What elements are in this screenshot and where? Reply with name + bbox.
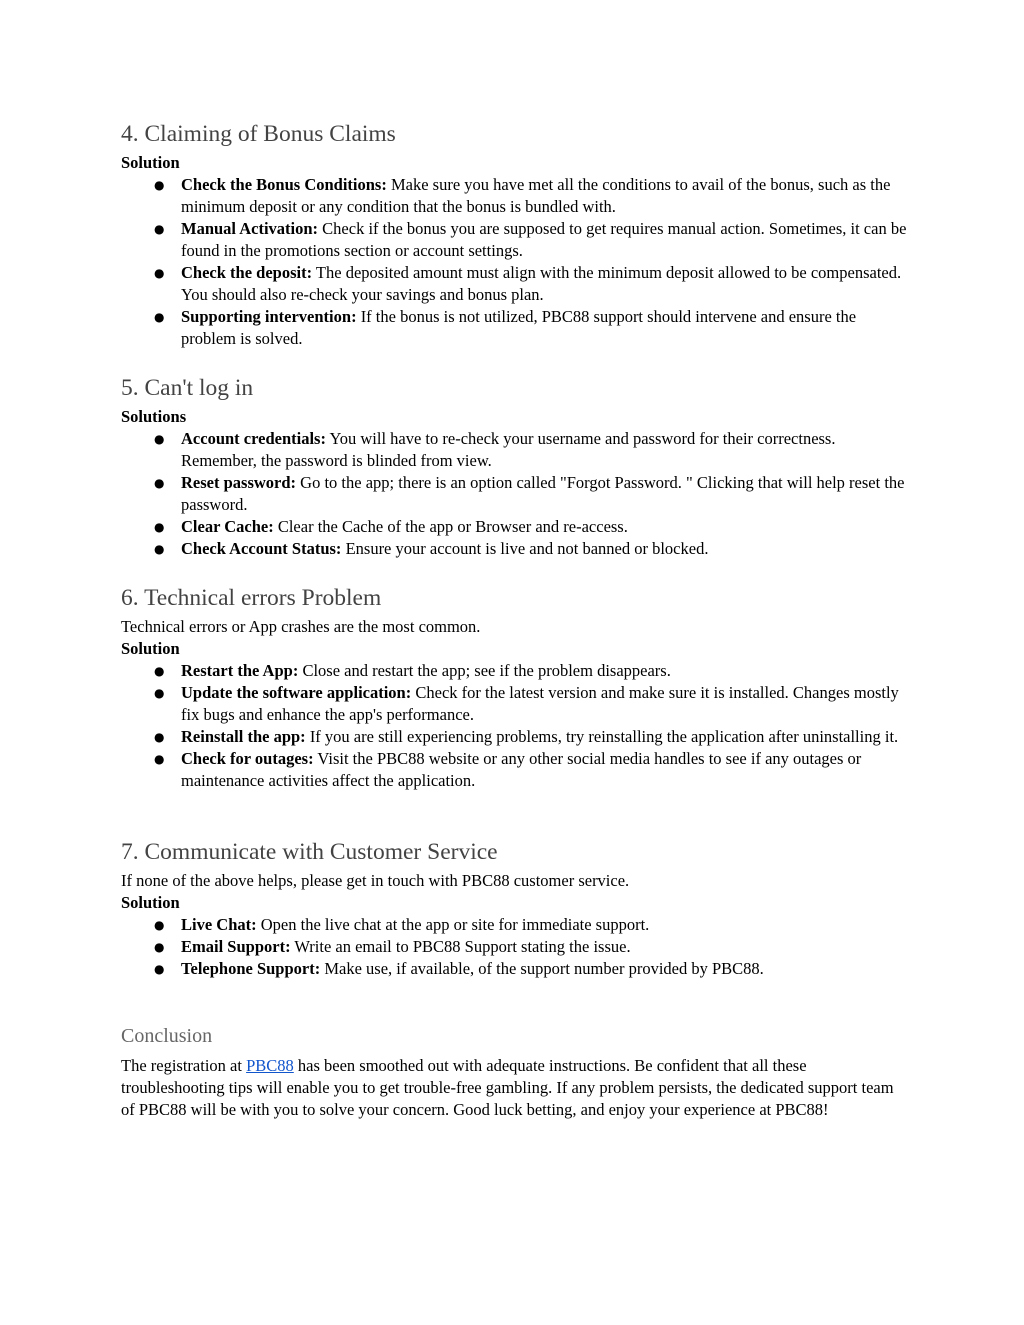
bullet-icon: ● xyxy=(154,962,165,976)
bullet-icon: ● xyxy=(154,686,165,700)
bullet-icon: ● xyxy=(154,542,165,556)
solutions-label: Solutions xyxy=(121,407,187,426)
bullet-icon: ● xyxy=(154,940,165,954)
bullet-icon: ● xyxy=(154,432,165,446)
item-title: Account credentials: xyxy=(181,429,326,448)
item-text: If you are still experiencing problems, try reinstalling the application after uninstalling it. xyxy=(305,727,899,746)
bullet-icon: ● xyxy=(154,266,165,280)
conclusion-text-after: has been smoothed out with adequate instructions. Be confident that all these troubleshooting tips will enable you to get trouble-free gambling. If any problem persists, the dedicated support team of PBC88 will be with you to solve your concern. Good luck betting, and enjoy your experience at PBC88! xyxy=(121,1056,894,1119)
item-text: Visit the PBC88 website or any other social media handles to see if any outages or maintenance activities affect the application. xyxy=(181,749,862,790)
bullet-icon: ● xyxy=(154,752,165,766)
spacer xyxy=(121,560,911,580)
item-title: Check the deposit: xyxy=(181,263,313,282)
section-intro: Technical errors or App crashes are the most common. xyxy=(121,617,481,636)
solution-label: Solution xyxy=(121,153,180,172)
item-title: Check for outages: xyxy=(181,749,314,768)
section-conclusion xyxy=(121,1021,911,1121)
section-technical-errors xyxy=(121,580,911,792)
list-item xyxy=(121,682,911,726)
bullet-icon: ● xyxy=(154,664,165,678)
item-text: Check for the latest version and make sure it is installed. Changes mostly fix bugs and enhance the app's performance. xyxy=(181,683,899,724)
bullet-icon: ● xyxy=(154,310,165,324)
solution-list xyxy=(121,174,911,350)
item-text: Clear the Cache of the app or Browser and re-access. xyxy=(273,517,628,536)
section-cant-log-in xyxy=(121,370,911,560)
item-title: Restart the App: xyxy=(181,661,299,680)
item-title: Check the Bonus Conditions: xyxy=(181,175,387,194)
spacer xyxy=(121,792,911,834)
bullet-icon: ● xyxy=(154,520,165,534)
solution-label: Solution xyxy=(121,639,180,658)
section-heading: 7. Communicate with Customer Service xyxy=(121,839,498,865)
item-title: Clear Cache: xyxy=(181,517,274,536)
list-item xyxy=(121,958,911,980)
item-title: Telephone Support: xyxy=(181,959,321,978)
item-text: Close and restart the app; see if the problem disappears. xyxy=(298,661,671,680)
solution-list xyxy=(121,660,911,792)
list-item xyxy=(121,726,911,748)
item-title: Manual Activation: xyxy=(181,219,319,238)
bullet-icon: ● xyxy=(154,222,165,236)
list-item xyxy=(121,262,911,306)
item-text: The deposited amount must align with the minimum deposit allowed to be compensated. You should also re-check your savings and bonus plan. xyxy=(181,263,902,304)
solution-list xyxy=(121,428,911,560)
item-text: Make use, if available, of the support number provided by PBC88. xyxy=(320,959,764,978)
item-title: Update the software application: xyxy=(181,683,412,702)
item-title: Email Support: xyxy=(181,937,291,956)
item-text: You will have to re-check your username and password for their correctness. Remember, the password is blinded from view. xyxy=(181,429,836,470)
document-page xyxy=(121,116,911,1121)
section-bonus-claims xyxy=(121,116,911,350)
bullet-icon: ● xyxy=(154,476,165,490)
list-item xyxy=(121,174,911,218)
list-item xyxy=(121,218,911,262)
list-item xyxy=(121,936,911,958)
item-title: Supporting intervention: xyxy=(181,307,357,326)
list-item xyxy=(121,472,911,516)
spacer xyxy=(121,980,911,1021)
section-customer-service xyxy=(121,834,911,980)
list-item xyxy=(121,306,911,350)
list-item xyxy=(121,748,911,792)
list-item xyxy=(121,428,911,472)
list-item xyxy=(121,660,911,682)
conclusion-paragraph xyxy=(121,1055,911,1121)
pbc88-link[interactable]: PBC88 xyxy=(246,1056,294,1075)
item-title: Reinstall the app: xyxy=(181,727,306,746)
solution-label: Solution xyxy=(121,893,180,912)
conclusion-heading: Conclusion xyxy=(121,1025,213,1047)
item-title: Reset password: xyxy=(181,473,297,492)
bullet-icon: ● xyxy=(154,730,165,744)
item-text: Ensure your account is live and not banned or blocked. xyxy=(341,539,709,558)
list-item xyxy=(121,538,911,560)
item-text: Write an email to PBC88 Support stating the issue. xyxy=(290,937,631,956)
list-item xyxy=(121,516,911,538)
spacer xyxy=(121,350,911,370)
solution-list xyxy=(121,914,911,980)
item-text: Check if the bonus you are supposed to get requires manual action. Sometimes, it can be found in the promotions section or account settings. xyxy=(181,219,907,260)
section-heading: 6. Technical errors Problem xyxy=(121,585,382,611)
item-title: Live Chat: xyxy=(181,915,257,934)
section-heading: 5. Can't log in xyxy=(121,375,254,401)
item-text: Make sure you have met all the conditions to avail of the bonus, such as the minimum deposit or any condition that the bonus is bundled with. xyxy=(181,175,891,216)
item-title: Check Account Status: xyxy=(181,539,342,558)
section-intro: If none of the above helps, please get in touch with PBC88 customer service. xyxy=(121,871,630,890)
list-item xyxy=(121,914,911,936)
item-text: If the bonus is not utilized, PBC88 support should intervene and ensure the problem is solved. xyxy=(181,307,857,348)
section-heading: 4. Claiming of Bonus Claims xyxy=(121,121,396,147)
item-text: Go to the app; there is an option called "Forgot Password. " Clicking that will help reset the password. xyxy=(181,473,905,514)
bullet-icon: ● xyxy=(154,918,165,932)
item-text: Open the live chat at the app or site for immediate support. xyxy=(256,915,650,934)
conclusion-text-before: The registration at xyxy=(121,1056,247,1075)
bullet-icon: ● xyxy=(154,178,165,192)
